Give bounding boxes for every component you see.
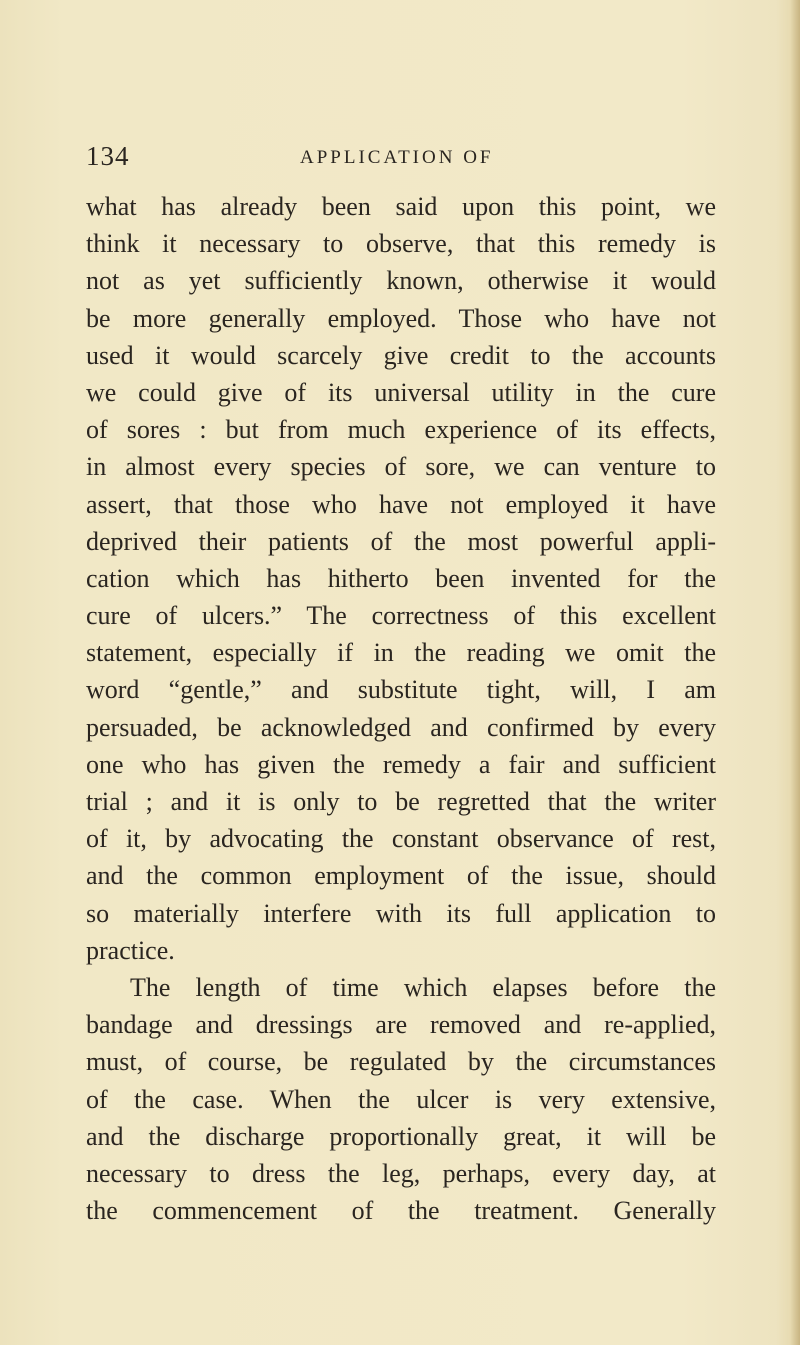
text-line: The length of time which elapses before the	[130, 972, 716, 1002]
text-line: in almost every species of sore, we can venture to	[86, 452, 716, 482]
running-head: APPLICATION OF	[300, 147, 494, 168]
text-line: of the case. When the ulcer is very extensive,	[86, 1084, 716, 1114]
text-line: what has already been said upon this point, we	[86, 192, 716, 221]
page-number: 134	[86, 141, 130, 171]
text-line: statement, especially if in the reading we omit the	[86, 638, 716, 668]
page-header	[86, 140, 726, 174]
text-line: and the common employment of the issue, should	[86, 861, 716, 891]
text-line: deprived their patients of the most powerful appli-	[86, 526, 716, 556]
text-line: bandage and dressings are removed and re-applied,	[86, 1010, 716, 1040]
text-line: word “gentle,” and substitute tight, will, I am	[86, 675, 716, 705]
text-line: not as yet sufficiently known, otherwise it would	[86, 266, 716, 296]
text-line: must, of course, be regulated by the circumstances	[86, 1047, 716, 1077]
text-line: of it, by advocating the constant observance of rest,	[86, 824, 716, 854]
text-line: one who has given the remedy a fair and sufficient	[86, 749, 716, 779]
text-line: trial ; and it is only to be regretted that the writer	[86, 787, 716, 816]
body-text	[86, 188, 716, 1229]
text-line: used it would scarcely give credit to the accounts	[86, 340, 716, 370]
text-line: so materially interfere with its full application to	[86, 898, 716, 928]
text-line: we could give of its universal utility in the cure	[86, 377, 716, 407]
text-line: practice.	[86, 935, 175, 965]
text-line: of sores : but from much experience of its effects,	[86, 415, 716, 445]
text-line: the commencement of the treatment. Generally	[86, 1196, 716, 1226]
text-line: cation which has hitherto been invented for the	[86, 563, 716, 593]
text-line: cure of ulcers.” The correctness of this excellent	[86, 601, 716, 631]
text-line: be more generally employed. Those who have not	[86, 303, 716, 333]
text-line: assert, that those who have not employed it have	[86, 489, 716, 519]
text-line: and the discharge proportionally great, it will be	[86, 1121, 716, 1151]
text-line: think it necessary to observe, that this remedy is	[86, 229, 716, 259]
text-line: necessary to dress the leg, perhaps, every day, at	[86, 1158, 716, 1188]
text-line: persuaded, be acknowledged and confirmed by every	[86, 712, 716, 742]
page-edge-shadow	[790, 0, 800, 1345]
